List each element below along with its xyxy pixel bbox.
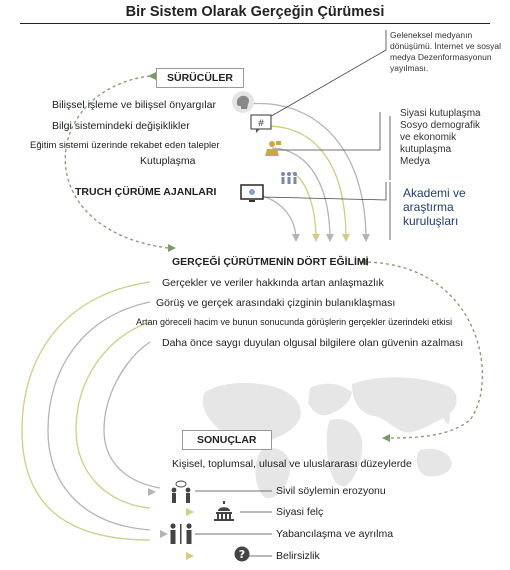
note-connectors	[262, 30, 390, 240]
note-polarization-line-3: ve ekonomik	[400, 132, 457, 143]
note-polarization-line-4: kutuplaşma	[400, 144, 452, 155]
svg-text:?: ?	[238, 548, 246, 561]
discussion-icon	[168, 480, 194, 509]
trend-3: Artan göreceli hacim ve bunun sonucunda görüşlerin gerçekler üzerindeki etkisi	[136, 317, 453, 327]
driver-polarization: Kutuplaşma	[140, 155, 196, 167]
title-underline	[20, 23, 490, 24]
page-title: Bir Sistem Olarak Gerçeğin Çürümesi	[125, 4, 385, 20]
separated-people-icon	[168, 522, 194, 551]
connector-polarization	[272, 112, 380, 150]
arc-arrowheads	[292, 234, 370, 242]
trend-2: Görüş ve gerçek arasındaki çizginin bulanıklaşması	[156, 297, 396, 309]
driver-cognitive: Bilişsel işleme ve bilişsel önyargılar	[52, 99, 216, 111]
note-polarization-line-2: Sosyo demografik	[400, 120, 481, 131]
driver-information: Bilgi sistemindeki değişiklikler	[52, 120, 190, 132]
hashtag-speech-icon	[250, 114, 272, 139]
result-political-paralysis: Siyasi felç	[276, 506, 324, 518]
svg-text:#: #	[257, 119, 265, 129]
note-polarization-line-5: Medya	[400, 156, 431, 167]
monitor-icon	[240, 184, 264, 209]
result-civil-discourse: Sivil söylemin erozyonu	[276, 485, 386, 497]
loop-arrow-4	[382, 434, 390, 442]
loop-arrow-1	[168, 244, 176, 252]
note-polarization-line-1: Siyasi kutuplaşma	[400, 108, 481, 119]
trend-4: Daha önce saygı duyulan olgusal bilgilere olan güvenin azalması	[162, 337, 464, 349]
results-subtitle: Kişisel, toplumsal, ulusal ve uluslararası düzeylerde	[172, 458, 412, 470]
note-info-system: Geleneksel medyanın dönüşümü. İnternet ve sosyal medya Dezenformasyonun yayılması.	[390, 30, 502, 73]
note-polarization	[400, 108, 481, 168]
result-alienation: Yabancılaşma ve ayrılma	[276, 528, 394, 540]
agents-label: TRUCH ÇÜRÜME AJANLARI	[75, 186, 217, 198]
trend-arc-2	[48, 302, 150, 530]
capitol-icon	[212, 500, 236, 527]
results-header: SONUÇLAR	[182, 430, 272, 450]
drivers-header: SÜRÜCÜLER	[156, 68, 244, 88]
note-academia-line-2: araştırma	[403, 200, 454, 214]
loop-arrow-2	[148, 72, 156, 80]
people-icon	[280, 170, 298, 191]
note-academia	[403, 186, 466, 228]
arc-agents	[262, 196, 296, 240]
result-uncertainty: Belirsizlik	[276, 550, 320, 562]
note-academia-line-1: Akademi ve	[403, 186, 466, 200]
note-academia-line-3: kuruluşları	[403, 214, 459, 228]
question-icon	[234, 546, 250, 567]
trend-arc-4	[104, 342, 160, 488]
connector-info	[268, 30, 386, 118]
trend-arc-1	[22, 282, 150, 540]
driver-education: Eğitim sistemi üzerinde rekabet eden talepler	[30, 140, 220, 151]
trend-arc-3	[76, 322, 150, 508]
trends-header: GERÇEĞİ ÇÜRÜTMENİN DÖRT EĞİLİMİ	[172, 256, 369, 268]
teacher-icon	[262, 138, 282, 163]
trend-1: Gerçekler ve veriler hakkında artan anlaşmazlık	[162, 277, 384, 289]
